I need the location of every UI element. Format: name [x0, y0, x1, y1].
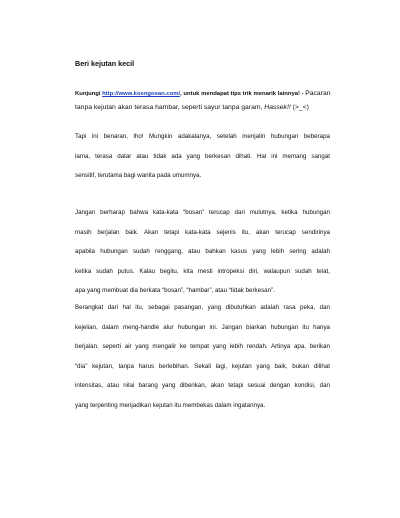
paragraph-line: ketika sudah putus. Kalau begitu, kita mesti intropeksi diri, walaupun sudah telat,: [75, 267, 330, 275]
intro-line-1: [75, 88, 330, 99]
paragraph-line: lama, terasa datar atau tidak ada yang berkesan dihati. Hal ini memang sangat: [75, 152, 330, 160]
intro-line2-end: (>_<): [290, 104, 309, 111]
intro-paragraph: [75, 88, 330, 117]
paragraph-line: Berangkat dari hal itu, sebagai pasangan, yang dibutuhkan adalah rasa peka, dan: [75, 304, 330, 311]
paragraph-line: Jangan berharap bahwa kata-kata “bosan” terucap dari mulutnya, ketika hubungan: [75, 209, 330, 216]
paragraph-line: kejelian, dalam meng-handle alur hubungan ini. Jangan biarkan hubungan itu hanya: [75, 323, 330, 331]
paragraph-line: “dia” kejutan, tanpa harus berlebihan. Sekali lagi, kejutan yang baik, bukan dilihat: [75, 362, 330, 370]
intro-line2-italic: Hassek!!: [264, 104, 291, 111]
paragraph-3: [75, 298, 330, 415]
paragraph-line: intensitas, atau nilai barang yang diberikan, akan tetapi sesuai dengan kondisi, dan: [75, 382, 330, 389]
intro-line-2: [75, 99, 330, 117]
paragraph-line: masih berjalan baik. Akan tetapi kata-kata sejenis itu, akan terucap sendirinya: [75, 228, 330, 236]
paragraph-1: [75, 127, 330, 186]
document-title: Beri kejutan kecil: [75, 59, 135, 68]
intro-line2-start: tanpa kejutan akan terasa hambar, seperti sayur tanpa garam,: [75, 104, 265, 111]
paragraph-line: Tapi ini benaran, lho! Mungkin adakalanya, setelah menjalin hubungan beberapa: [75, 133, 330, 140]
intro-suffix: , untuk mendapat tips trik menarik lainnya! -: [180, 91, 306, 97]
site-link[interactable]: http://www.kosngosan.com/: [102, 91, 181, 97]
paragraph-line: apabila hubungan sudah renggang, atau bahkan kasus yang lebih sering adalah: [75, 248, 330, 255]
paragraph-2: [75, 203, 330, 301]
intro-prefix: Kunjungi: [75, 91, 103, 97]
paragraph-line: sensitif, terutama bagi wanita pada umumnya.: [75, 172, 202, 179]
paragraph-line: yang terpenting menjadikan kejutan itu membekas dalam ingatannya.: [75, 401, 266, 409]
paragraph-line: apa yang membuat dia berkata “bosan”, “hambar”, atau “tidak berkesan”.: [75, 287, 275, 294]
paragraph-line: berjalan, seperti air yang mengalir ke tempat yang lebih rendah. Artinya apa, berikan: [75, 343, 330, 350]
intro-line1-tail: Pacaran: [305, 90, 331, 97]
